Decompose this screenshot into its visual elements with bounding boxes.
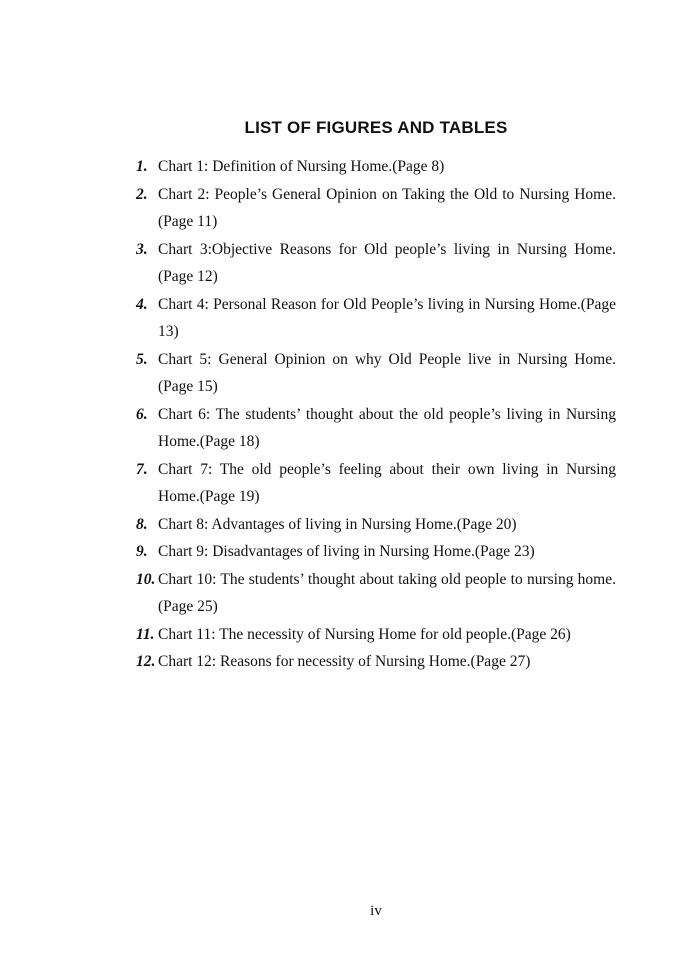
list-item-text: Chart 8: Advantages of living in Nursing Home.(Page 20) xyxy=(158,515,517,533)
list-item xyxy=(136,456,616,511)
list-item-number: 3. xyxy=(136,240,148,258)
list-item xyxy=(136,346,616,401)
list-item xyxy=(136,181,616,236)
list-item xyxy=(136,538,616,566)
list-item xyxy=(136,153,616,181)
list-item xyxy=(136,621,616,649)
list-item-text: Chart 11: The necessity of Nursing Home for old people.(Page 26) xyxy=(158,625,571,643)
list-item-text: Chart 9: Disadvantages of living in Nursing Home.(Page 23) xyxy=(158,543,535,560)
list-item-number: 9. xyxy=(136,543,148,560)
list-item-text: Chart 7: The old people’s feeling about their own living in Nursing Home.(Page 19) xyxy=(158,460,616,505)
list-item-text: Chart 3:Objective Reasons for Old people’s living in Nursing Home.(Page 12) xyxy=(158,240,616,285)
list-item-text: Chart 4: Personal Reason for Old People’s living in Nursing Home.(Page 13) xyxy=(158,295,616,340)
list-item-number: 10. xyxy=(136,570,156,588)
list-item-text: Chart 5: General Opinion on why Old People live in Nursing Home.(Page 15) xyxy=(158,350,616,395)
list-item-text: Chart 6: The students’ thought about the old people’s living in Nursing Home.(Page 18) xyxy=(158,405,616,450)
list-item-number: 8. xyxy=(136,515,148,533)
list-item xyxy=(136,511,616,539)
page-number: iv xyxy=(370,903,382,919)
list-item-text: Chart 10: The students’ thought about taking old people to nursing home.(Page 25) xyxy=(158,570,616,615)
figure-list xyxy=(136,153,616,676)
list-item-number: 2. xyxy=(136,185,148,203)
list-item-number: 7. xyxy=(136,460,148,478)
list-item-number: 5. xyxy=(136,350,148,368)
list-item-text: Chart 2: People’s General Opinion on Taking the Old to Nursing Home.(Page 11) xyxy=(158,185,616,230)
list-item-number: 11. xyxy=(136,625,155,643)
page-title: LIST OF FIGURES AND TABLES xyxy=(244,118,508,137)
list-item xyxy=(136,401,616,456)
list-item-number: 12. xyxy=(136,653,156,670)
list-item xyxy=(136,236,616,291)
list-item-number: 6. xyxy=(136,405,148,423)
list-item-text: Chart 1: Definition of Nursing Home.(Page 8) xyxy=(158,158,445,175)
list-item-number: 4. xyxy=(136,295,148,313)
list-item xyxy=(136,648,616,676)
list-item xyxy=(136,566,616,621)
list-item-number: 1. xyxy=(136,158,148,175)
list-item xyxy=(136,291,616,346)
list-item-text: Chart 12: Reasons for necessity of Nursing Home.(Page 27) xyxy=(158,653,531,670)
